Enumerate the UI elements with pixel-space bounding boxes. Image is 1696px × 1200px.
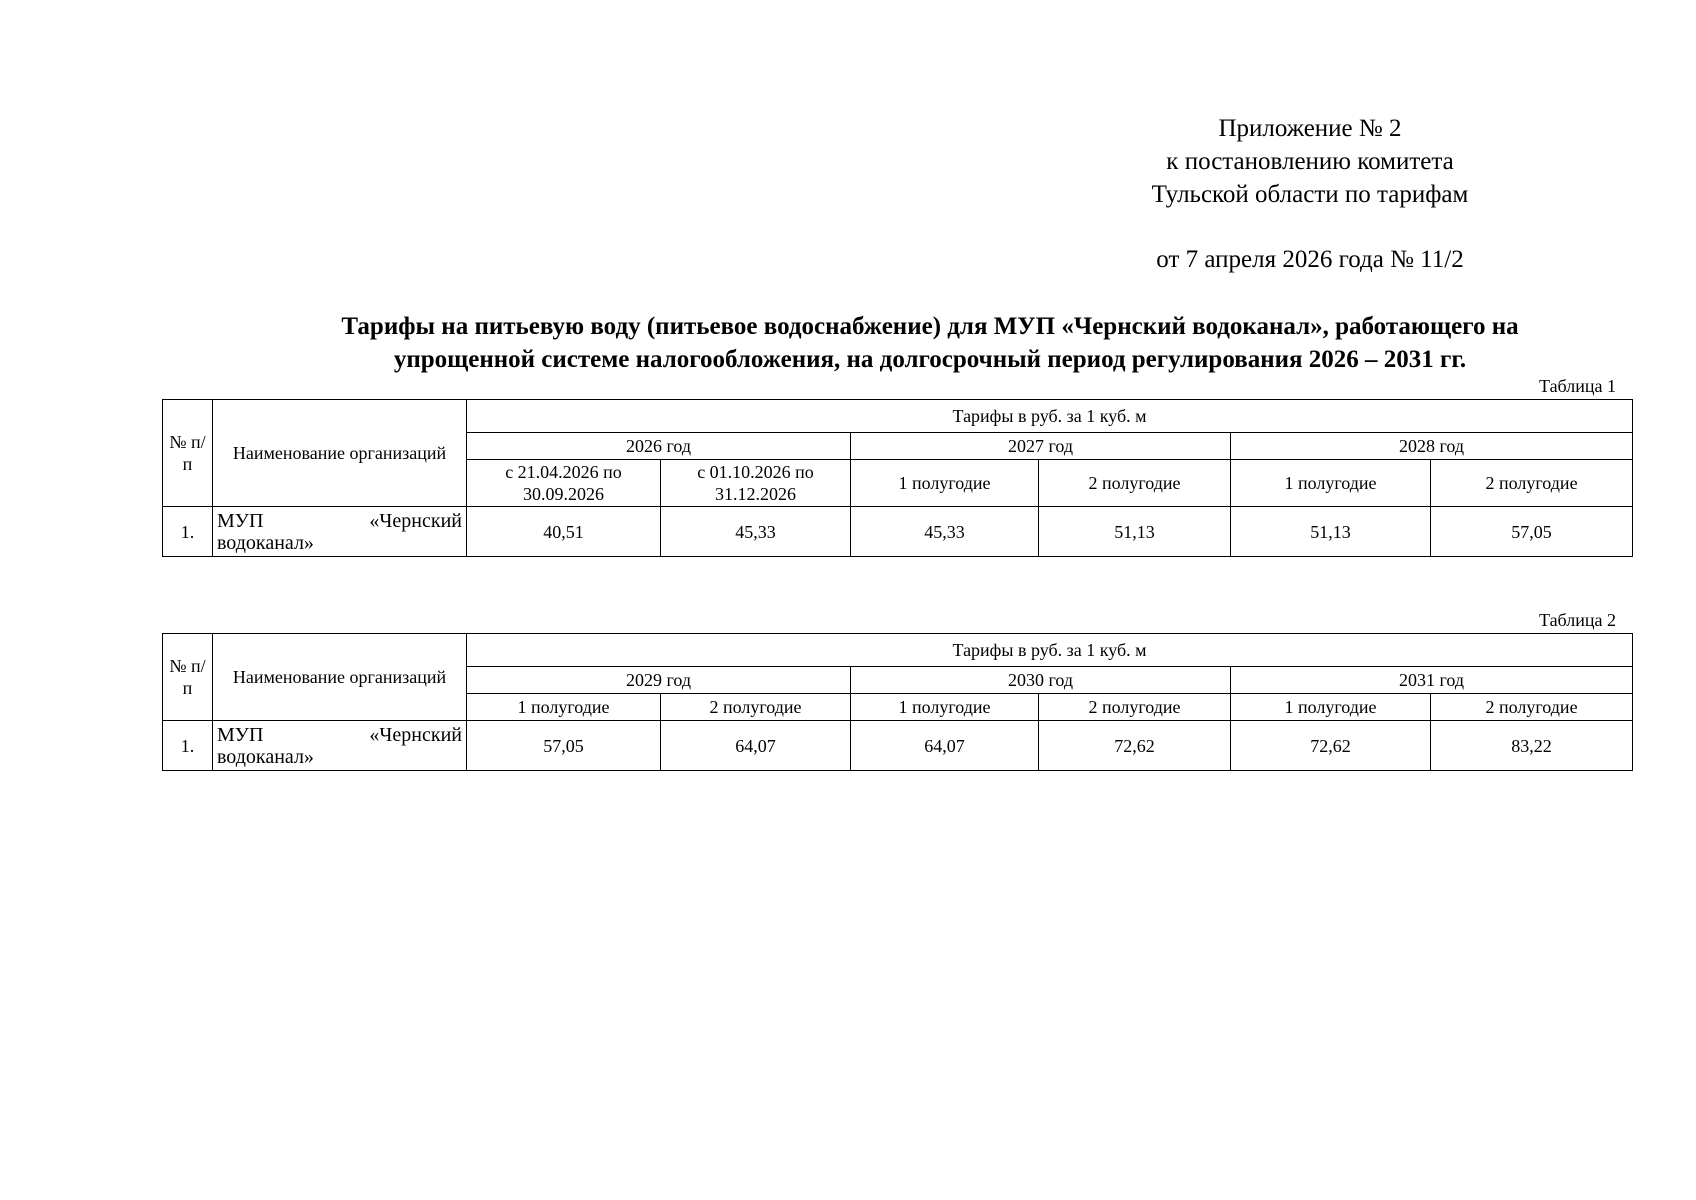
col-header-no: № п/п <box>163 400 213 507</box>
year-header: 2029 год <box>467 667 851 694</box>
period-header: 1 полугодие <box>851 694 1039 721</box>
period-header: 2 полугодие <box>1431 694 1633 721</box>
period-header: 1 полугодие <box>1231 694 1431 721</box>
org-name <box>213 507 467 557</box>
table1-label: Таблица 1 <box>1539 376 1616 396</box>
period-header: 2 полугодие <box>1039 460 1231 507</box>
period-header: 2 полугодие <box>661 694 851 721</box>
document-title <box>230 310 1630 376</box>
tariff-value: 40,51 <box>467 507 661 557</box>
tariff-value: 45,33 <box>661 507 851 557</box>
tariff-value: 57,05 <box>467 721 661 771</box>
tariff-table-2 <box>162 633 1633 771</box>
period-header: 2 полугодие <box>1431 460 1633 507</box>
row-number: 1. <box>163 507 213 557</box>
period-header: 1 полугодие <box>467 694 661 721</box>
col-header-org: Наименование организаций <box>213 634 467 721</box>
appendix-committee: Тульской области по тарифам <box>1151 181 1469 208</box>
table2-label: Таблица 2 <box>1539 610 1616 630</box>
tariff-value: 72,62 <box>1039 721 1231 771</box>
year-header: 2028 год <box>1231 433 1633 460</box>
year-header: 2027 год <box>851 433 1231 460</box>
col-header-org: Наименование организаций <box>213 400 467 507</box>
table-row <box>163 507 1633 557</box>
col-header-no: № п/п <box>163 634 213 721</box>
year-header: 2026 год <box>467 433 851 460</box>
tariff-value: 64,07 <box>661 721 851 771</box>
org-name <box>213 721 467 771</box>
year-header: 2031 год <box>1231 667 1633 694</box>
year-header: 2030 год <box>851 667 1231 694</box>
table-row <box>163 721 1633 771</box>
tariff-table-1 <box>162 399 1633 557</box>
period-header: 1 полугодие <box>851 460 1039 507</box>
tariff-value: 83,22 <box>1431 721 1633 771</box>
period-header: с 01.10.2026 по 31.12.2026 <box>661 460 851 507</box>
org-name-part2: водоканал» <box>217 745 314 768</box>
appendix-reference: к постановлению комитета <box>1166 148 1454 175</box>
tariff-value: 64,07 <box>851 721 1039 771</box>
col-header-tariffs: Тарифы в руб. за 1 куб. м <box>467 634 1633 667</box>
period-header: с 21.04.2026 по 30.09.2026 <box>467 460 661 507</box>
period-header: 2 полугодие <box>1039 694 1231 721</box>
appendix-number: Приложение № 2 <box>1218 115 1402 142</box>
document-title-line2: упрощенной системе налогообложения, на долгосрочный период регулирования 2026 – 2031 гг. <box>393 346 1467 373</box>
col-header-tariffs: Тарифы в руб. за 1 куб. м <box>467 400 1633 433</box>
org-name-part2: водоканал» <box>217 531 314 554</box>
appendix-date: от 7 апреля 2026 года № 11/2 <box>1156 246 1464 273</box>
document-title-line1: Тарифы на питьевую воду (питьевое водоснабжение) для МУП «Чернский водоканал», работающего на <box>341 313 1519 340</box>
period-header: 1 полугодие <box>1231 460 1431 507</box>
tariff-value: 45,33 <box>851 507 1039 557</box>
tariff-value: 51,13 <box>1231 507 1431 557</box>
org-name-part1: МУП «Чернский <box>217 509 462 532</box>
org-name-part1: МУП «Чернский <box>217 723 462 746</box>
row-number: 1. <box>163 721 213 771</box>
tariff-value: 51,13 <box>1039 507 1231 557</box>
tariff-value: 57,05 <box>1431 507 1633 557</box>
tariff-value: 72,62 <box>1231 721 1431 771</box>
appendix-header <box>1100 112 1520 276</box>
